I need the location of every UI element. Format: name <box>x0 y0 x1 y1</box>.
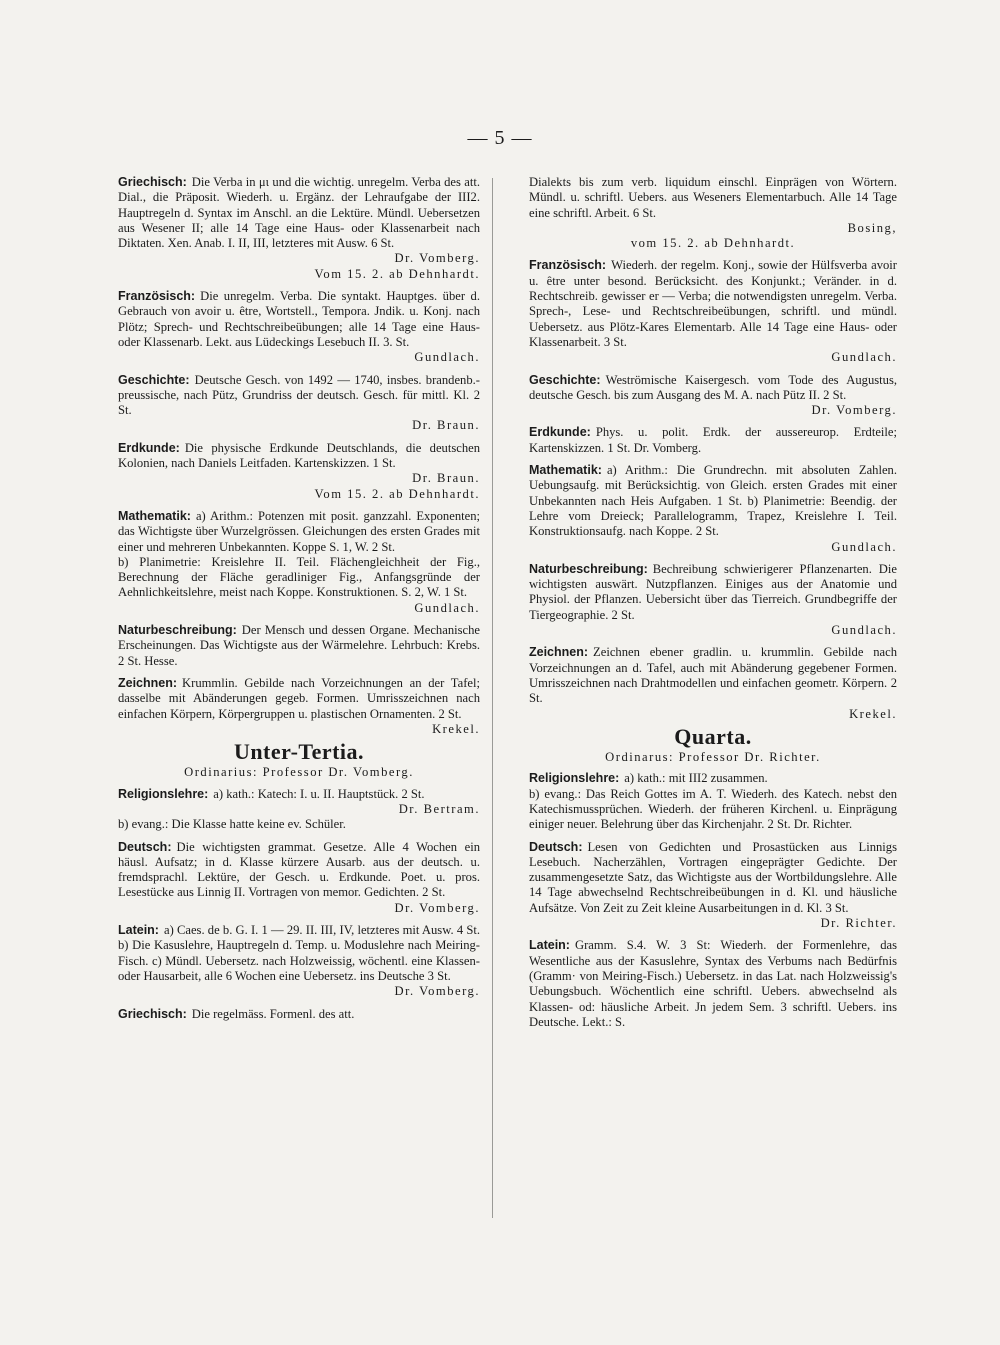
teacher-name: Dr. Richter. <box>820 916 897 931</box>
section-griechisch <box>118 1007 480 1022</box>
section-heading: Religionslehre: <box>529 771 620 786</box>
right-column <box>529 175 897 1037</box>
teacher-name: Dr. Braun. <box>412 418 480 433</box>
section-text: Die unregelm. Verba. Die syntakt. Hauptges. über d. Gebrauch von avoir u. être, Wortstell., Tempora. Jndik. u. Konj. nach Plötz; Sprech- und Rechtschreibeübungen; alle 14 Tage eine Haus- oder Klassenarb. Lekt. aus Lüdeckings Lesebuch II. 3. St. <box>118 289 480 349</box>
class-title: Unter-Tertia. <box>233 739 365 765</box>
section-text: Wiederh. der regelm. Konj., sowie der Hülfsverba avoir u. être unter besond. Berücksicht. des Konjunkt.; Veränder. in d. Rechtschreib. gewisser er — Verba; die notwendigsten unregelm. Verba. Sprech-, Lese- und Rechtschreibeübungen, schriftl. und mündl. Uebersetz. aus Plötz-Kares Elementarb. Alle 14 Tage eine Haus- oder Klassenarbeit. 3 St. <box>529 258 897 349</box>
section-text: a) Caes. de b. G. I. 1 — 29. II. III, IV, letzteres mit Ausw. 4 St. b) Die Kasuslehre, Hauptregeln d. Temp. u. Moduslehre nach Meiring-Fisch. c) Mündl. Uebersetz. nach Holzweissig, wöchentl. eine Klassen- oder Hausarbeit, alle 6 Wochen eine Uebersetz. ins Deutsche 3 St. <box>118 923 480 983</box>
section-mathematik <box>529 463 897 555</box>
section-text: Der Mensch und dessen Organe. Mechanische Erscheinungen. Das Wichtigste aus der Wärmelehre. Lehrbuch: Krebs. 2 St. Hesse. <box>118 623 480 668</box>
class-title: Quarta. <box>674 723 752 749</box>
section-text: b) evang.: Das Reich Gottes im A. T. Wiederh. des Katech. nebst den Katechismussprüchen. Wiederh. der früheren Kirchenl. u. Einprägung einiger neuer. Belehrung über das Kirchenjahr. 2 St. Dr. Richter. <box>529 786 897 832</box>
section-text: Gramm. S.4. W. 3 St: Wiederh. der Formenlehre, das Wesentliche aus der Kasuslehre, Syntax des Verbums nach Bedürfnis (Gramm· von Meiring-Fisch.) Uebersetz. in das Lat. nach Holzweissig's Uebungsbuch. Wöchentlich eine schriftl. Uebers. abwechselnd als Klassen- od: häusliche Arbeit. Jn jedem Sem. 3 schriftl. Uebers. ins Deutsche. Lekt.: S. <box>529 938 897 1029</box>
section-heading: Deutsch: <box>529 839 583 854</box>
section-heading: Griechisch: <box>118 175 187 189</box>
teacher-name: Bosing, <box>847 220 897 235</box>
teacher-name: Gundlach. <box>831 350 897 365</box>
section-naturbeschreibung <box>529 562 897 638</box>
section-religionslehre <box>118 787 480 833</box>
teacher-name: Dr. Vomberg. <box>811 403 897 418</box>
section-heading: Religionslehre: <box>118 786 209 801</box>
section-text: Krummlin. Gebilde nach Vorzeichnungen an der Tafel; dasselbe mit Abänderungen gegeb. Formen. Umrisszeichnen nach einfachen Körpern, Körpergruppen u. plastischen Ornamenten. 2 St. <box>118 675 480 721</box>
section-heading: Erdkunde: <box>529 425 591 440</box>
teacher-name: Gundlach. <box>831 623 897 638</box>
section-text: Weströmische Kaisergesch. vom Tode des Augustus, deutsche Gesch. bis zum Ausgang des M. A. nach Pütz II. 2 St. <box>529 372 897 402</box>
section-text: Bechreibung schwierigerer Pflanzenarten. Die wichtigsten auswärt. Nutzpflanzen. Einiges aus der Anatomie und Physiol. der Pflanzen. Uebersicht über das Tierreich. Grundbegriffe der Tiergeographie. 2 St. <box>529 561 897 622</box>
section-erdkunde <box>529 425 897 456</box>
section-text: a) Arithm.: Die Grundrechn. mit absoluten Zahlen. Uebungsaufg. mit Berücksichtig. von Gleich. ersten Grades mit einer Unbekannten nach Heis Aufgaben. 1 St. b) Planimetrie: Beendig. der Lehre vom Dreieck; Parallelogramm, Trapez, Kreislehre I. Teil. Konstruktionsaufg. nach Koppe. 2 St. <box>529 463 897 539</box>
section-text: Lesen von Gedichten und Prosastücken aus Linnigs Lesebuch. Nacherzählen, Vortragen eingeprägter Gedichte. Der zusammengesetzte Satz, das Wichtigste aus der Wortbildungslehre. Alle 14 Tage abwechselnd Rechtschreibeübungen in d. Kl. und häusliche Aufsätze. Von Zeit zu Zeit kleine Ausarbeitungen in d. Kl. 3 St. <box>529 839 897 915</box>
teacher-change: Vom 15. 2. ab Dehnhardt. <box>314 486 480 501</box>
section-deutsch <box>118 840 480 916</box>
teacher-change: Vom 15. 2. ab Dehnhardt. <box>314 266 480 281</box>
section-mathematik <box>118 509 480 616</box>
section-erdkunde <box>118 441 480 502</box>
section-franzoesisch <box>118 289 480 365</box>
section-heading: Zeichnen: <box>118 675 178 690</box>
section-zeichnen <box>118 676 480 737</box>
section-latein <box>118 923 480 999</box>
section-heading: Französisch: <box>529 258 607 273</box>
section-griechisch-continued <box>529 175 897 251</box>
section-text: Dialekts bis zum verb. liquidum einschl. Einprägen von Wörtern. Mündl. u. schriftl. Uebers. aus Weseners Elementarbuch. Alle 14 Tage eine schriftl. Arbeit. 6 St. <box>529 175 897 220</box>
section-latein <box>529 938 897 1030</box>
section-text: b) Planimetrie: Kreislehre II. Teil. Flächengleichheit der Fig., Berechnung der Fläche geradliniger Fig., Anfangsgründe der Aehnlichkeitslehre, meist nach Koppe. Konstruktionen. S. 2, W. 1 St. <box>118 554 480 600</box>
section-heading: Naturbeschreibung: <box>529 561 648 576</box>
section-geschichte <box>118 373 480 434</box>
section-heading: Geschichte: <box>118 372 190 387</box>
section-franzoesisch <box>529 258 897 365</box>
section-text: Die wichtigsten grammat. Gesetze. Alle 4 Wochen ein häusl. Aufsatz; in d. Klasse kürzere Ausarb. aus der deutsch. u. fremdsprachl. Lektüre, der Gesch. u. Erdkunde. Poet. u. pros. Lesestücke aus Linnig II. Vortragen von memor. Gedichten. 2 St. <box>118 839 480 900</box>
teacher-name: Gundlach. <box>831 539 897 554</box>
teacher-name: Dr. Bertram. <box>398 801 480 816</box>
section-heading: Naturbeschreibung: <box>118 623 237 638</box>
teacher-change: vom 15. 2. ab Dehnhardt. <box>630 236 796 251</box>
section-heading: Latein: <box>118 923 159 938</box>
section-text: a) kath.: Katech: I. u. II. Hauptstück. 2 St. <box>213 786 425 801</box>
section-zeichnen <box>529 645 897 721</box>
teacher-name: Dr. Vomberg. <box>394 984 480 999</box>
section-text: b) evang.: Die Klasse hatte keine ev. Schüler. <box>118 817 346 832</box>
section-text: Deutsche Gesch. von 1492 — 1740, insbes. brandenb.- preussische, nach Pütz, Grundriss der deutsch. Gesch. für mittl. Kl. 2 St. <box>118 372 480 418</box>
section-heading: Zeichnen: <box>529 645 589 660</box>
section-heading: Deutsch: <box>118 839 172 854</box>
teacher-name: Krekel. <box>849 706 897 721</box>
section-heading: Latein: <box>529 938 570 953</box>
section-text: a) kath.: mit III2 zusammen. <box>624 771 768 786</box>
section-text: Die physische Erdkunde Deutschlands, die deutschen Kolonien, nach Daniels Leitfaden. Kartenskizzen. 1 St. <box>118 440 480 471</box>
teacher-name: Dr. Vomberg. <box>394 251 480 266</box>
ordinarius: Ordinarius: Professor Dr. Vomberg. <box>184 765 414 780</box>
section-geschichte <box>529 373 897 419</box>
section-heading: Geschichte: <box>529 372 601 387</box>
section-text: Phys. u. polit. Erdk. der aussereurop. Erdteile; Kartenskizzen. 1 St. Dr. Vomberg. <box>529 425 897 455</box>
section-griechisch <box>118 175 480 282</box>
teacher-name: Dr. Braun. <box>412 471 480 486</box>
section-heading: Mathematik: <box>118 508 191 523</box>
section-heading: Mathematik: <box>529 463 602 478</box>
section-deutsch <box>529 840 897 932</box>
page-number: — 5 — <box>467 127 533 149</box>
section-text: Die regelmäss. Formenl. des att. <box>191 1006 355 1021</box>
section-text: a) Arithm.: Potenzen mit posit. ganzzahl. Exponenten; das Wichtigste über Wurzelgrössen. Gleichungen des ersten Grades mit einer und mehreren Unbekannten. Koppe S. 1, W. 2 St. <box>118 508 480 554</box>
section-heading: Griechisch: <box>118 1006 187 1021</box>
column-divider <box>492 178 493 1218</box>
ordinarius: Ordinarus: Professor Dr. Richter. <box>605 750 821 765</box>
left-column <box>118 175 480 1029</box>
section-heading: Französisch: <box>118 289 196 304</box>
section-heading: Erdkunde: <box>118 440 180 455</box>
section-religionslehre <box>529 771 897 832</box>
teacher-name: Gundlach. <box>414 600 480 615</box>
teacher-name: Krekel. <box>432 721 480 736</box>
section-text: Zeichnen ebener gradlin. u. krummlin. Gebilde nach Vorzeichnungen an d. Tafel, auch mit Abänderung gegebener Formen. Umrisszeichnen nach Drahtmodellen und einfachen geometr. Körpern. 2 St. <box>529 645 897 706</box>
teacher-name: Dr. Vomberg. <box>394 900 480 915</box>
section-naturbeschreibung <box>118 623 480 669</box>
section-text: Die Verba in μι und die wichtig. unregelm. Verba des att. Dial., die Präposit. Wiederh. u. Ergänz. der Lehraufgabe der III2. Hauptregeln d. Syntax im Anschl. an die Lektüre. Mündl. Uebersetzen aus Wesener II; alle 14 Tage eine Haus- oder Klassenarbeit nach Diktaten. Xen. Anab. I. II, III, letzteres mit Ausw. 6 St. <box>118 175 480 251</box>
teacher-name: Gundlach. <box>414 350 480 365</box>
